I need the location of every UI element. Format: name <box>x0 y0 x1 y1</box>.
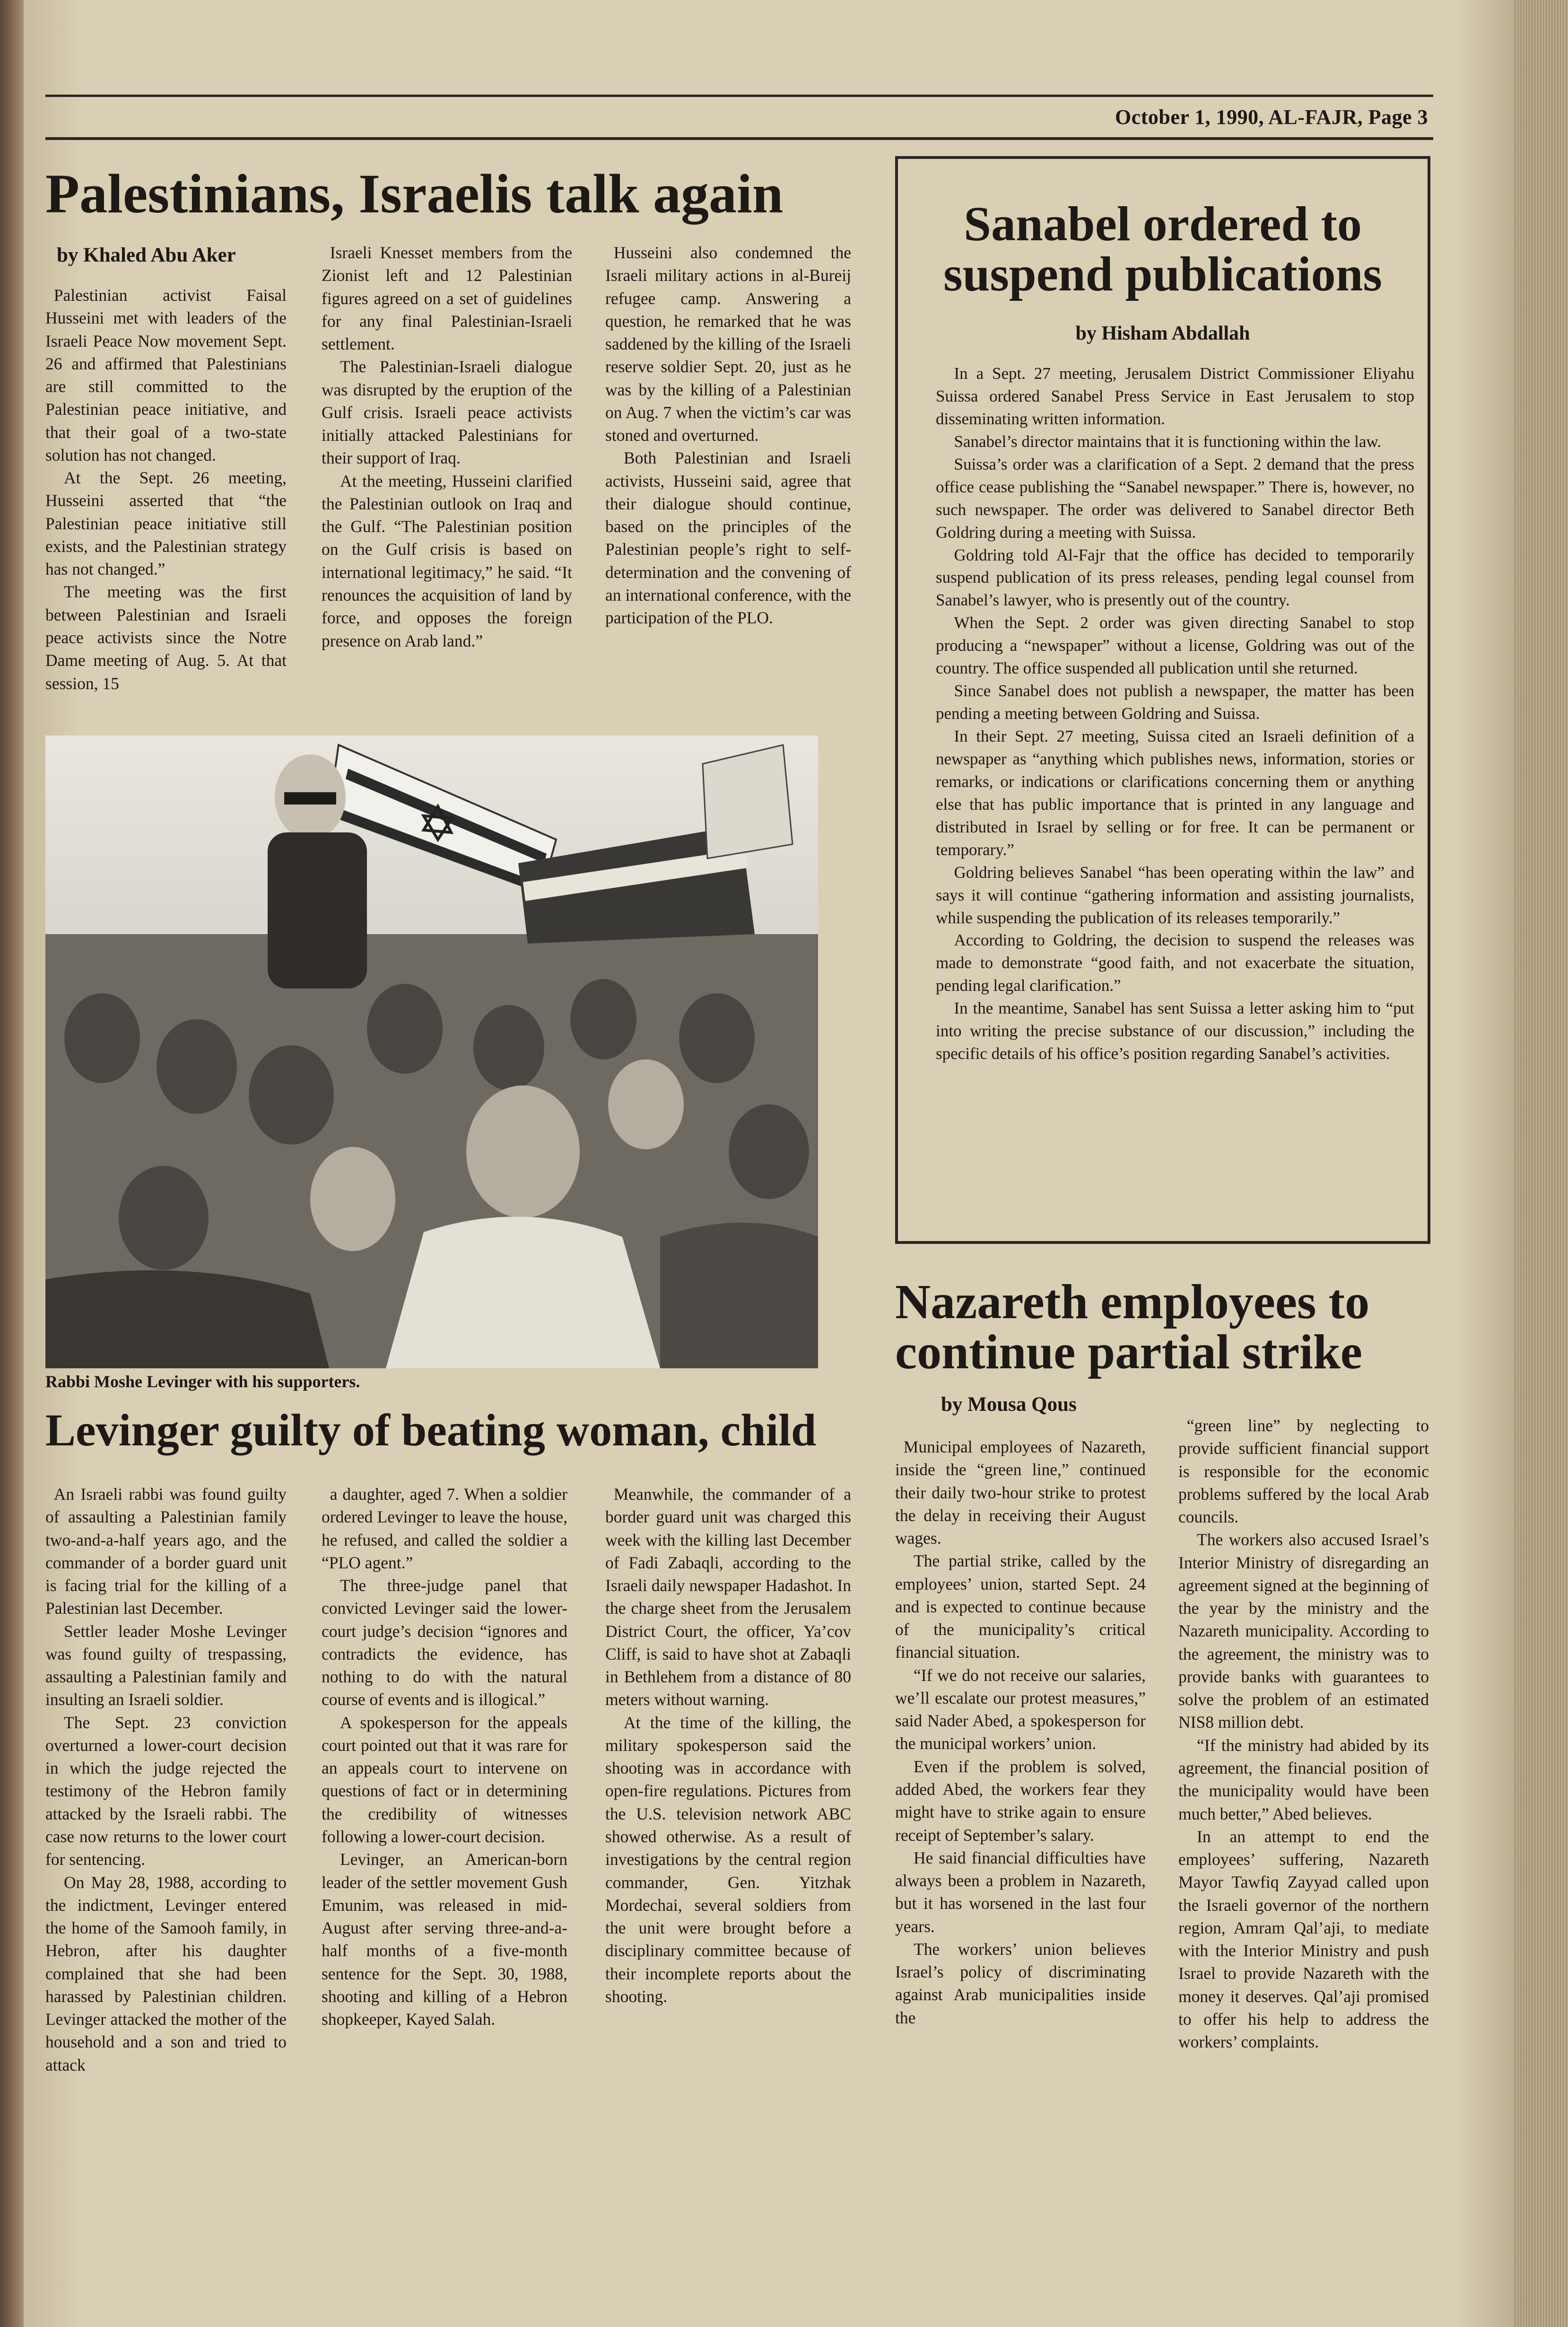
paragraph: Settler leader Moshe Levinger was found guilty of trespassing, assaulting a Palestinian family and insulting an Israeli soldier. <box>45 1621 287 1709</box>
article-column <box>605 1483 851 2008</box>
paragraph: Suissa’s order was a clarification of a Sept. 2 demand that the press office cease publishing the “Sanabel newspaper.” There is, however, no such newspaper. The order was delivered to Sanabel director Beth Goldring during a meeting with Suissa. <box>936 455 1414 542</box>
paragraph: A spokesperson for the appeals court pointed out that it was rare for an appeals court to intervene on questions of fact or in determining the credibility of witnesses following a lower-court decision. <box>322 1713 567 1846</box>
article-byline: by Khaled Abu Aker <box>57 244 236 266</box>
paragraph: At the time of the killing, the military spokesperson said the shooting was in accordance with open-fire regulations. Pictures from the U.S. television network ABC showed otherwise. As a result of investigations by the central region commander, Gen. Yitzhak Mordechai, several soldiers from the unit were brought before a disciplinary committee because of their incomplete reports about the shooting. <box>605 1713 851 2006</box>
article-headline: Palestinians, Israelis talk again <box>45 163 784 225</box>
article-column <box>605 241 851 630</box>
paragraph: The workers also accused Israel’s Interior Ministry of disregarding an agreement signed at the beginning of the year by the ministry and the Nazareth municipality. According to the agreement, the ministry was to provide banks with guarantees to solve the problem of an estimated NIS8 million debt. <box>1178 1530 1429 1732</box>
crowd-photo-illustration <box>45 735 818 1368</box>
folio-rule <box>45 137 1433 140</box>
paragraph: When the Sept. 2 order was given directing Sanabel to stop producing a “newspaper” without a license, Goldring was out of the country. The office suspended all publication until she returned. <box>936 613 1414 678</box>
article-byline: by Hisham Abdallah <box>1075 323 1250 344</box>
news-photo <box>45 735 818 1368</box>
article-column <box>322 1483 567 2030</box>
article-column <box>45 1483 287 2076</box>
paragraph: “green line” by neglecting to provide sufficient financial support is responsible for the economic problems suffered by the local Arab councils. <box>1178 1416 1429 1527</box>
paragraph: In a Sept. 27 meeting, Jerusalem District Commissioner Eliyahu Suissa ordered Sanabel Press Service in East Jerusalem to stop disseminating written information. <box>936 364 1414 428</box>
folio-line: October 1, 1990, AL-FAJR, Page 3 <box>1115 105 1428 129</box>
paragraph: Even if the problem is solved, added Abed, the workers fear they might have to strike again to ensure receipt of September’s salary. <box>895 1757 1146 1845</box>
paragraph: Israeli Knesset members from the Zionist left and 12 Palestinian figures agreed on a set of guidelines for any final Palestinian-Israeli settlement. <box>322 243 572 354</box>
paragraph: In an attempt to end the employees’ suffering, Nazareth Mayor Tawfiq Zayyad called upon the Israeli governor of the northern region, Amram Qal’aji, to mediate with the Interior Ministry and push Israel to provide Nazareth with the money it deserves. Qal’aji promised to offer his help to address the workers’ complaints. <box>1178 1827 1429 2052</box>
paragraph: At the meeting, Husseini clarified the Palestinian outlook on Iraq and the Gulf. “The Palestinian position on the Gulf crisis is based on international legitimacy,” he said. “It renounces the acquisition of land by force, and opposes the foreign presence on Arab land.” <box>322 471 572 650</box>
paragraph: Meanwhile, the commander of a border guard unit was charged this week with the killing last December of Fadi Zabaqli, according to the Israeli daily newspaper Hadashot. In the charge sheet from the Jerusalem District Court, the officer, Ya’cov Cliff, is said to have shot at Zabaqli in Bethlehem from a distance of 80 meters without warning. <box>605 1485 851 1709</box>
paragraph: The workers’ union believes Israel’s policy of discriminating against Arab municipalities inside the <box>895 1939 1146 2027</box>
paragraph: “If we do not receive our salaries, we’ll escalate our protest measures,” said Nader Abed, a spokesperson for the municipal workers’ union. <box>895 1665 1146 1753</box>
paragraph: The Sept. 23 conviction overturned a lower-court decision in which the judge rejected the testimony of the Hebron family attacked by the Israeli rabbi. The case now returns to the lower court for sentencing. <box>45 1713 287 1869</box>
boxed-article <box>895 156 1430 1244</box>
paragraph: Goldring told Al-Fajr that the office has decided to temporarily suspend publication of its press releases, pending legal counsel from Sanabel’s lawyer, who is presently out of the country. <box>936 545 1414 610</box>
paragraph: Husseini also condemned the Israeli military actions in al-Bureij refugee camp. Answering a question, he remarked that he was saddened by the killing of the Israeli reserve soldier Sept. 20, just as he was by the killing of a Palestinian on Aug. 7 when the victim’s car was stoned and overturned. <box>605 243 851 445</box>
photo-caption: Rabbi Moshe Levinger with his supporters. <box>45 1372 360 1391</box>
top-rule <box>45 95 1433 97</box>
article-byline: by Mousa Qous <box>941 1393 1077 1416</box>
paragraph: Both Palestinian and Israeli activists, Husseini said, agree that their dialogue should continue, based on the principles of the Palestinian people’s right to self-determination and the convening of an international conference, with the participation of the PLO. <box>605 448 851 628</box>
paragraph: An Israeli rabbi was found guilty of assaulting a Palestinian family two-and-a-half years ago, and the commander of a border guard unit is facing trial for the killing of a Palestinian last December. <box>45 1485 287 1618</box>
paragraph: On May 28, 1988, according to the indictment, Levinger entered the home of the Samooh family, in Hebron, after his daughter complained that she had been harassed by Palestinian children. Levinger attacked the mother of the household and a son and tried to attack <box>45 1872 287 2074</box>
paragraph: Palestinian activist Faisal Husseini met with leaders of the Israeli Peace Now movement Sept. 26 and affirmed that Palestinians are still committed to the Palestinian peace initiative, and that their goal of a two-state solution has not changed. <box>45 286 287 464</box>
paragraph: In their Sept. 27 meeting, Suissa cited an Israeli definition of a newspaper as “anything which publishes news, information, stories or remarks, or indications or clarifications concerning them or anything else that has public importance that is printed in any language and distributed in Israel by selling or for free. It can be permanent or temporary.” <box>936 727 1414 859</box>
paragraph: Levinger, an American-born leader of the settler movement Gush Emunim, was released in mid-August after serving three-and-a-half months of a five-month sentence for the Sept. 30, 1988, shooting and killing of a Hebron shopkeeper, Kayed Salah. <box>322 1850 567 2029</box>
paragraph: The partial strike, called by the employees’ union, started Sept. 24 and is expected to continue because of the municipality’s critical financial situation. <box>895 1551 1146 1662</box>
article-column <box>1178 1414 1429 2053</box>
paragraph: Sanabel’s director maintains that it is functioning within the law. <box>954 432 1382 451</box>
paragraph: Since Sanabel does not publish a newspaper, the matter has been pending a meeting between Goldring and Suissa. <box>936 682 1414 723</box>
paragraph: The three-judge panel that convicted Levinger said the lower-court judge’s decision “ignores and contradicts the evidence, has nothing to do with the natural course of events and is illogical.” <box>322 1576 567 1709</box>
article-column <box>45 284 287 695</box>
paragraph: The meeting was the first between Palestinian and Israeli peace activists since the Notre Dame meeting of Aug. 5. At that session, 15 <box>45 582 287 693</box>
article-column <box>895 1435 1146 2029</box>
paragraph: a daughter, aged 7. When a soldier ordered Levinger to leave the house, he refused, and called the soldier a “PLO agent.” <box>322 1485 567 1572</box>
paragraph: In the meantime, Sanabel has sent Suissa a letter asking him to “put into writing the precise substance of our discussion,” including the specific details of his office’s position regarding Sanabel’s activities. <box>936 999 1414 1063</box>
paragraph: The Palestinian-Israeli dialogue was disrupted by the eruption of the Gulf crisis. Israeli peace activists initially attacked Palestinians for their support of Iraq. <box>322 357 572 468</box>
article-column <box>936 362 1414 1065</box>
article-column <box>322 241 572 652</box>
paragraph: Municipal employees of Nazareth, inside the “green line,” continued their daily two-hour strike to protest the delay in receiving their August wages. <box>895 1437 1146 1548</box>
article-headline: Levinger guilty of beating woman, child <box>45 1405 817 1455</box>
paragraph: He said financial difficulties have always been a problem in Nazareth, but it has worsened in the last four years. <box>895 1848 1146 1936</box>
paragraph: “If the ministry had abided by its agreement, the financial position of the municipality would have been much better,” Abed believes. <box>1178 1735 1429 1823</box>
paragraph: According to Goldring, the decision to suspend the releases was made to demonstrate “good faith, and not exacerbate the situation, pending legal clarification.” <box>936 931 1414 995</box>
paragraph: Goldring believes Sanabel “has been operating within the law” and says it will continue “gathering information and assisting journalists, while suspending the publication of its releases temporarily.” <box>936 863 1414 927</box>
article-headline: Sanabel ordered to suspend publications <box>943 197 1382 302</box>
article-headline: Nazareth employees to continue partial strike <box>895 1275 1370 1380</box>
stacked-page-edges <box>1513 0 1568 2327</box>
paragraph: At the Sept. 26 meeting, Husseini asserted that “the Palestinian peace initiative still exists, and the Palestinian strategy has not changed.” <box>45 468 287 579</box>
